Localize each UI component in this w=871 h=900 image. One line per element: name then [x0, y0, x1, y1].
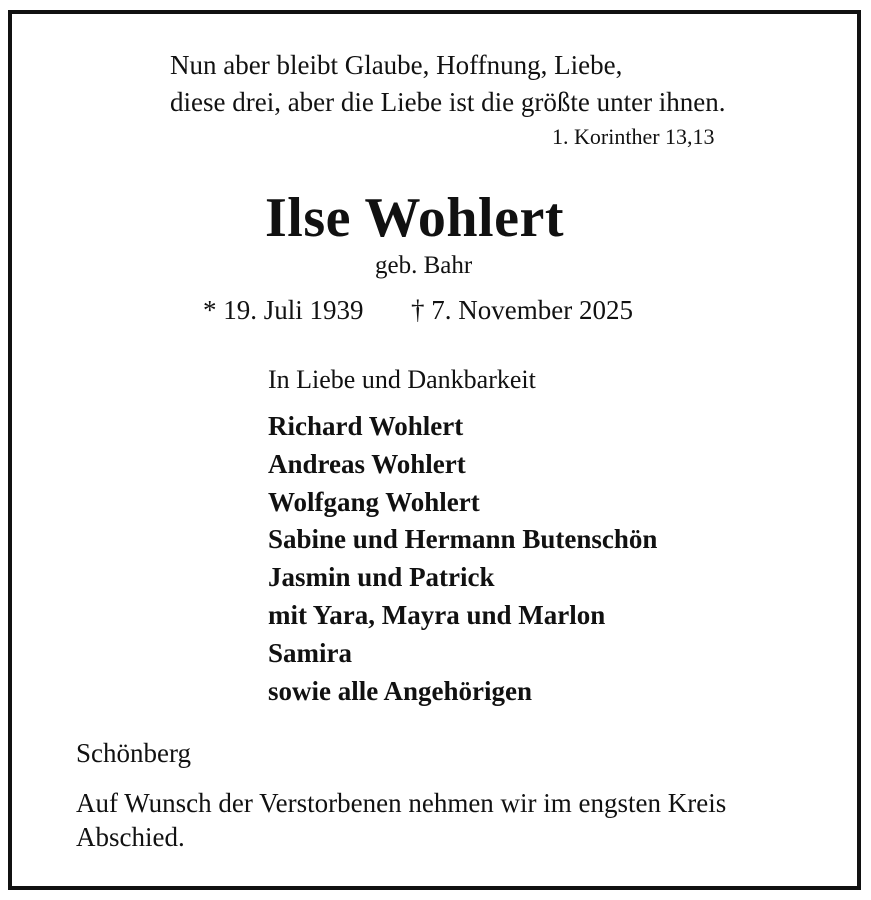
mourners-list	[268, 408, 657, 710]
mourner-name: Richard Wohlert	[268, 411, 464, 441]
death-date: † 7. November 2025	[411, 295, 633, 325]
verse-line-1: Nun aber bleibt Glaube, Hoffnung, Liebe,	[170, 50, 623, 80]
mourner-name: Andreas Wohlert	[268, 448, 466, 479]
mourner-name: Sabine und Hermann Butenschön	[268, 524, 658, 555]
mourner-name: Jasmin und Patrick	[268, 562, 495, 593]
farewell-notice: Auf Wunsch der Verstorbenen nehmen wir im engsten Kreis Abschied.	[76, 788, 727, 852]
mourners-intro: In Liebe und Dankbarkeit	[268, 365, 536, 394]
mourner-name: sowie alle Angehörigen	[268, 675, 532, 706]
mourner-name: mit Yara, Mayra und Marlon	[268, 599, 606, 630]
deceased-name: Ilse Wohlert	[265, 187, 564, 249]
birth-date: * 19. Juli 1939	[203, 295, 364, 325]
mourner-name: Samira	[268, 637, 352, 668]
mourner-name: Wolfgang Wohlert	[268, 486, 480, 517]
place-name: Schönberg	[76, 738, 191, 768]
verse-line-2: diese drei, aber die Liebe ist die größte unter ihnen.	[170, 87, 726, 117]
verse-reference: 1. Korinther 13,13	[552, 124, 715, 149]
birth-name: geb. Bahr	[375, 252, 473, 279]
